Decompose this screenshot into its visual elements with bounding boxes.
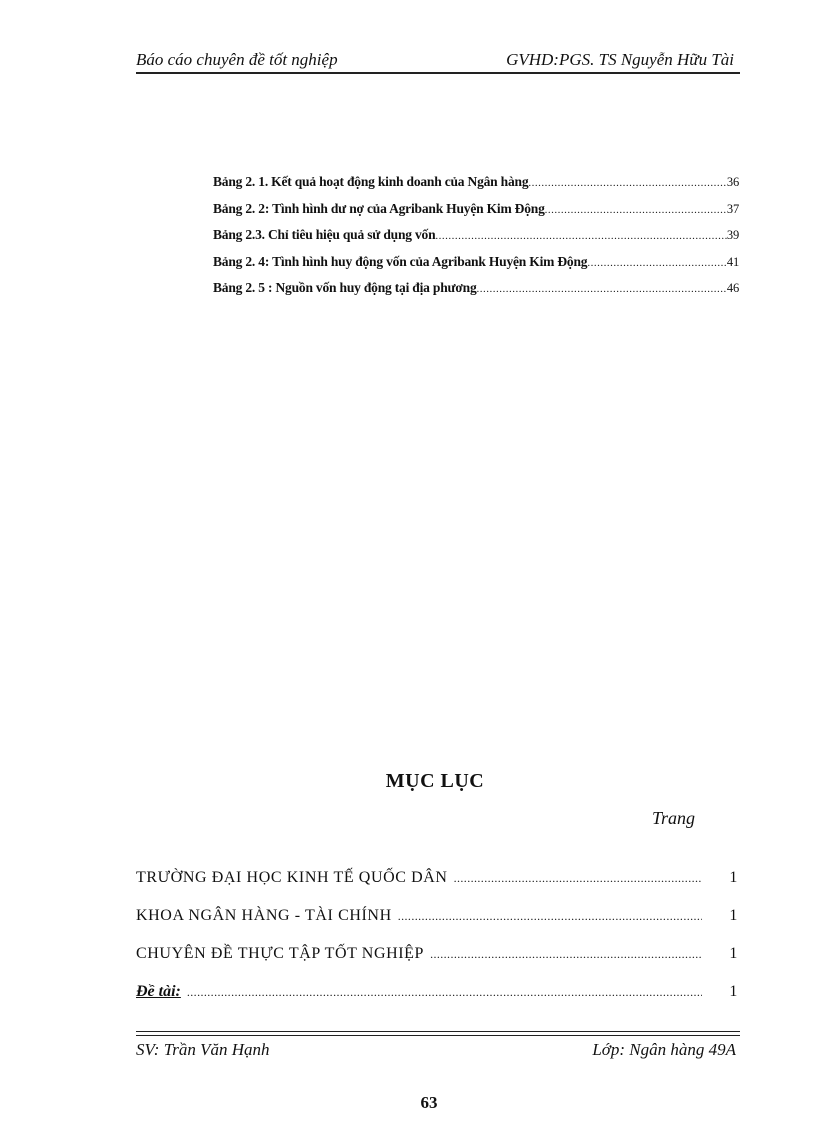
table-entry-label: Bảng 2.3. Chỉ tiêu hiệu quả sử dụng vốn: [213, 227, 436, 243]
table-entry[interactable]: [213, 174, 739, 201]
footer-rule-top: [136, 1031, 740, 1032]
toc-entry[interactable]: [136, 869, 738, 907]
header-supervisor: GVHD:PGS. TS Nguyễn Hữu Tài: [506, 50, 734, 69]
table-entry-page: 46: [726, 281, 739, 296]
toc-entry-label: CHUYÊN ĐỀ THỰC TẬP TỐT NGHIỆP: [136, 945, 425, 962]
toc-entry[interactable]: [136, 945, 738, 983]
toc-entry-label: Đề tài:: [136, 983, 181, 1000]
table-entry-page: 36: [726, 175, 739, 189]
list-of-tables: [213, 174, 739, 307]
toc-title: MỤC LỤC: [385, 770, 485, 792]
page-number: 63: [420, 1093, 438, 1112]
dot-leader: [187, 985, 702, 1000]
table-entry-page: 37: [726, 201, 739, 216]
table-entry-label: Bảng 2. 2: Tình hình dư nợ của Agribank Huyện Kim Động: [213, 200, 545, 216]
toc-entry-page: 1: [729, 869, 738, 886]
page-footer: [136, 1040, 740, 1062]
toc-entry-label: KHOA NGÂN HÀNG - TÀI CHÍNH: [136, 907, 392, 924]
dot-leader: [454, 871, 702, 886]
toc-entry-page: 1: [729, 945, 738, 962]
table-entry-label: Bảng 2. 1. Kết quả hoạt động kinh doanh của Ngân hàng: [213, 174, 529, 189]
table-entry[interactable]: [213, 280, 739, 307]
dot-leader: [477, 283, 727, 295]
table-entry-page: 41: [726, 254, 739, 269]
toc-entry[interactable]: [136, 907, 738, 945]
dot-leader: [528, 177, 727, 189]
toc-entry-page: 1: [729, 983, 738, 1000]
table-entry[interactable]: [213, 201, 739, 228]
dot-leader: [435, 230, 727, 242]
dot-leader: [398, 909, 702, 924]
footer-rule-bottom: [136, 1035, 740, 1036]
toc-entry-label: TRƯỜNG ĐẠI HỌC KINH TẾ QUỐC DÂN: [136, 869, 448, 886]
dot-leader: [545, 204, 727, 216]
dot-leader: [430, 947, 702, 962]
toc-page-column-label: Trang: [652, 808, 696, 828]
table-of-contents: [136, 869, 738, 1021]
table-entry[interactable]: [213, 227, 739, 254]
table-entry-page: 39: [726, 228, 739, 243]
toc-entry[interactable]: [136, 983, 738, 1021]
header-report-title: Báo cáo chuyên đề tốt nghiệp: [136, 50, 338, 69]
toc-entry-page: 1: [729, 907, 738, 924]
dot-leader: [587, 257, 727, 269]
table-entry-label: Bảng 2. 4: Tình hình huy động vốn của Agribank Huyện Kim Động: [213, 253, 588, 269]
table-entry[interactable]: [213, 254, 739, 281]
footer-class: Lớp: Ngân hàng 49A: [592, 1040, 736, 1059]
table-entry-label: Bảng 2. 5 : Nguồn vốn huy động tại địa phương: [213, 280, 477, 296]
footer-student: SV: Trần Văn Hạnh: [136, 1040, 270, 1059]
page-header: [136, 50, 740, 74]
